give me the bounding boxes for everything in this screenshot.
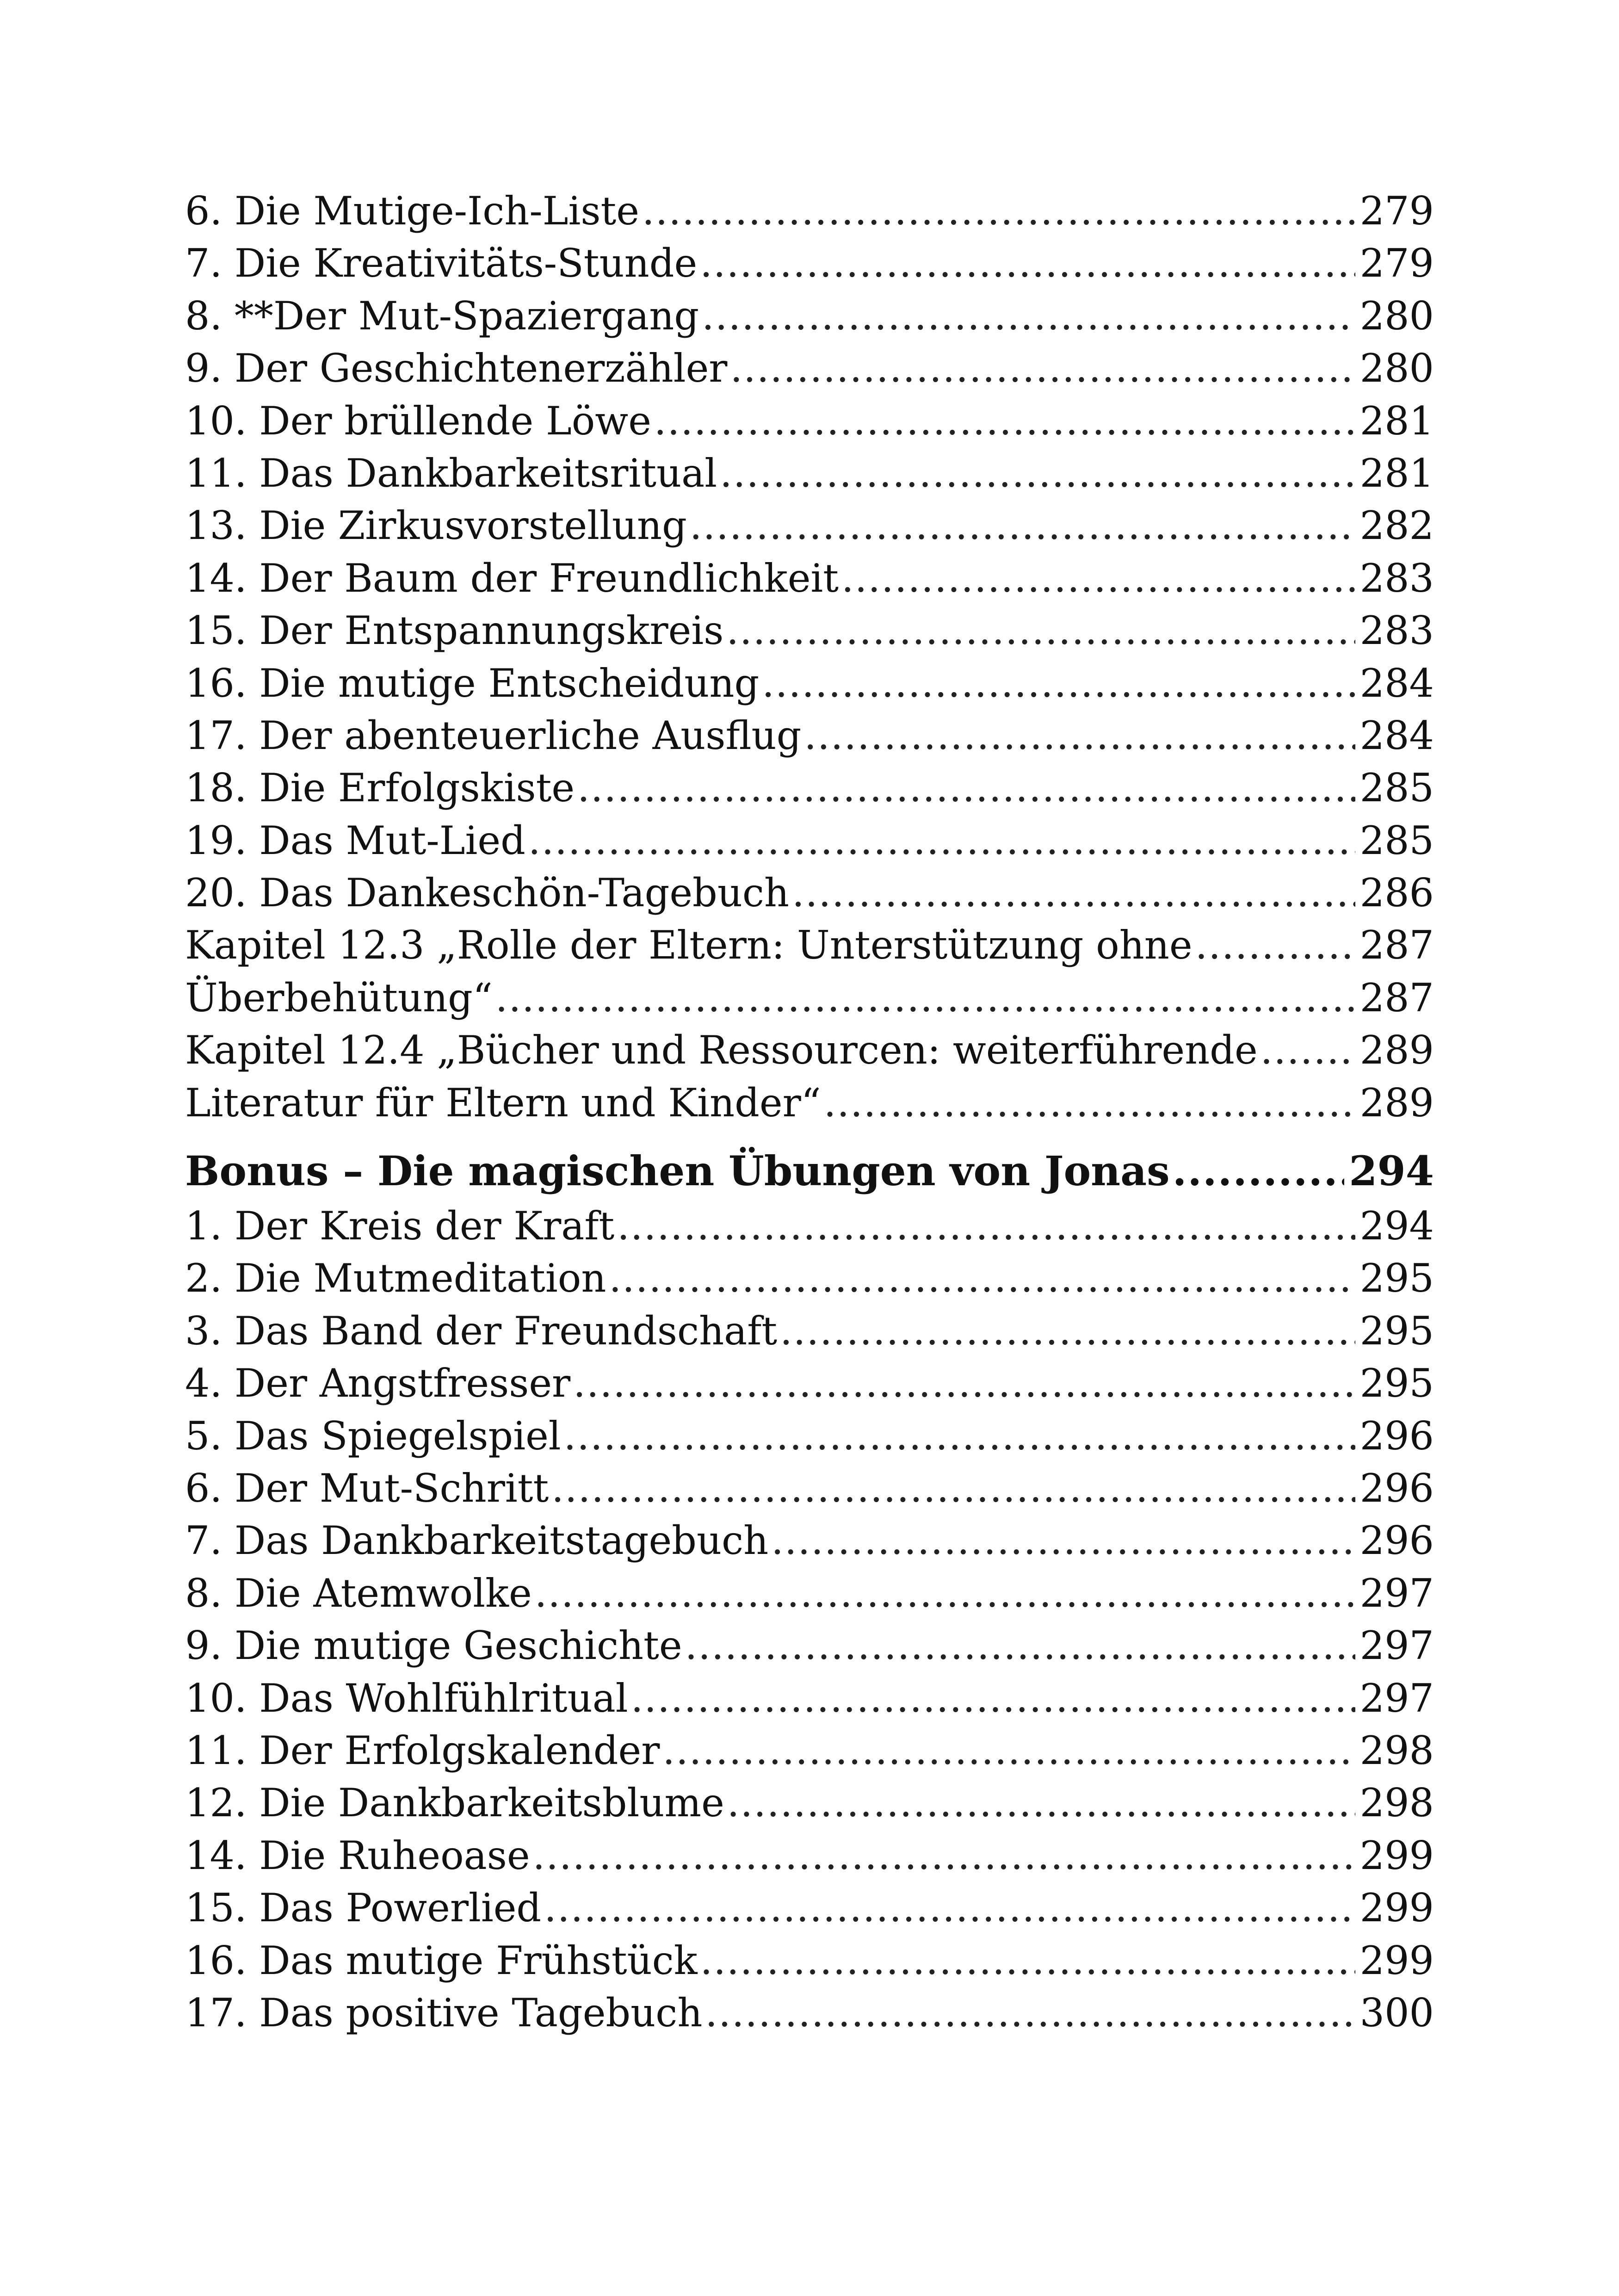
toc-entry-title: 4. Der Angstfresser bbox=[185, 1361, 571, 1406]
dot-leader bbox=[564, 1410, 1355, 1462]
dot-leader bbox=[804, 710, 1355, 762]
toc-entry bbox=[185, 1515, 1434, 1567]
toc-entry-page: 300 bbox=[1359, 1990, 1434, 2036]
toc-entry-title: 17. Das positive Tagebuch bbox=[185, 1990, 703, 2036]
toc-entry bbox=[185, 1830, 1434, 1882]
toc-entry-page: 295 bbox=[1359, 1308, 1434, 1354]
toc-entry-title: 5. Das Spiegelspiel bbox=[185, 1413, 561, 1459]
toc-entry bbox=[185, 815, 1434, 867]
toc-entry-page: 282 bbox=[1359, 503, 1434, 549]
dot-leader bbox=[702, 290, 1355, 342]
toc-entry-title: 18. Die Erfolgskiste bbox=[185, 765, 575, 811]
toc-entry bbox=[185, 1987, 1434, 2039]
toc-entry-title: 11. Das Dankbarkeitsritual bbox=[185, 450, 717, 496]
toc-entry bbox=[185, 919, 1434, 972]
toc-entry bbox=[185, 1200, 1434, 1252]
toc-entry-page: 283 bbox=[1359, 555, 1434, 601]
toc-entry bbox=[185, 867, 1434, 919]
dot-leader bbox=[705, 1987, 1355, 2039]
dot-leader bbox=[720, 447, 1355, 500]
dot-leader bbox=[727, 1777, 1355, 1829]
toc-entry-page: 286 bbox=[1359, 870, 1434, 916]
toc-entry-page: 280 bbox=[1359, 293, 1434, 339]
toc-entry-page: 296 bbox=[1359, 1465, 1434, 1511]
toc-entry-page: 297 bbox=[1359, 1623, 1434, 1669]
toc-entry bbox=[185, 762, 1434, 814]
toc-entry-page: 289 bbox=[1359, 1027, 1434, 1073]
toc-entry-page: 279 bbox=[1359, 241, 1434, 286]
toc-entry-title: 15. Der Entspannungskreis bbox=[185, 608, 724, 654]
toc-entry bbox=[185, 185, 1434, 237]
toc-entry bbox=[185, 710, 1434, 762]
toc-entry-page: 296 bbox=[1359, 1518, 1434, 1564]
toc-entry bbox=[185, 1077, 1434, 1129]
toc-section-heading-page: 294 bbox=[1349, 1147, 1434, 1195]
toc-entry bbox=[185, 972, 1434, 1024]
toc-entry bbox=[185, 1410, 1434, 1462]
toc-entry-page: 285 bbox=[1359, 765, 1434, 811]
toc-section-heading bbox=[185, 1142, 1434, 1200]
toc-entry-title: 20. Das Dankeschön-Tagebuch bbox=[185, 870, 790, 916]
toc-entry-page: 299 bbox=[1359, 1832, 1434, 1878]
toc-entry bbox=[185, 1024, 1434, 1077]
toc-entry-title: 9. Die mutige Geschichte bbox=[185, 1623, 682, 1669]
toc-entry-page: 295 bbox=[1359, 1256, 1434, 1301]
dot-leader bbox=[551, 1462, 1355, 1515]
toc-entry bbox=[185, 237, 1434, 290]
dot-leader bbox=[1261, 1024, 1355, 1077]
toc-entry bbox=[185, 1462, 1434, 1515]
toc-entry-title: 6. Die Mutige-Ich-Liste bbox=[185, 188, 639, 234]
toc-entry-title: 17. Der abenteuerliche Ausflug bbox=[185, 712, 802, 758]
toc-entry-page: 298 bbox=[1359, 1780, 1434, 1826]
toc-entry-title: 1. Der Kreis der Kraft bbox=[185, 1203, 615, 1249]
toc-entry-title: 7. Die Kreativitäts-Stunde bbox=[185, 241, 698, 286]
toc-entry-page: 298 bbox=[1359, 1727, 1434, 1773]
dot-leader bbox=[654, 395, 1355, 447]
toc-entry bbox=[185, 500, 1434, 552]
toc-entry-page: 287 bbox=[1359, 975, 1434, 1021]
dot-leader bbox=[495, 972, 1355, 1024]
dot-leader bbox=[824, 1077, 1355, 1129]
toc-entry-title: Überbehütung“ bbox=[185, 975, 493, 1021]
toc-entry-title: 9. Der Geschichtenerzähler bbox=[185, 346, 728, 391]
toc-entry bbox=[185, 1882, 1434, 1934]
toc-entry-title: 8. **Der Mut-Spaziergang bbox=[185, 293, 699, 339]
dot-leader bbox=[662, 1725, 1355, 1777]
dot-leader bbox=[792, 867, 1355, 919]
toc-entry-title: 15. Das Powerlied bbox=[185, 1885, 542, 1931]
toc-entry-title: 16. Die mutige Entscheidung bbox=[185, 660, 760, 706]
dot-leader bbox=[700, 237, 1355, 290]
toc-entry-page: 294 bbox=[1359, 1203, 1434, 1249]
toc-entry bbox=[185, 1620, 1434, 1672]
toc-entry-page: 299 bbox=[1359, 1937, 1434, 1983]
toc-entry-title: 19. Das Mut-Lied bbox=[185, 817, 525, 863]
toc-entry-title: Literatur für Eltern und Kinder“ bbox=[185, 1080, 821, 1126]
toc-entry-page: 279 bbox=[1359, 188, 1434, 234]
toc-entry-title: 12. Die Dankbarkeitsblume bbox=[185, 1780, 724, 1826]
dot-leader bbox=[730, 342, 1355, 395]
dot-leader bbox=[780, 1305, 1355, 1357]
toc-entry-title: 8. Die Atemwolke bbox=[185, 1570, 532, 1616]
toc-entry-title: 10. Das Wohlfühlritual bbox=[185, 1675, 628, 1721]
dot-leader bbox=[577, 762, 1355, 814]
dot-leader bbox=[631, 1672, 1355, 1725]
toc-entry-title: 11. Der Erfolgskalender bbox=[185, 1727, 660, 1773]
dot-leader bbox=[1195, 919, 1355, 972]
toc-entry bbox=[185, 1305, 1434, 1357]
toc-entry bbox=[185, 1777, 1434, 1829]
toc-entry bbox=[185, 1672, 1434, 1725]
toc-entry-page: 296 bbox=[1359, 1413, 1434, 1459]
toc-entry-title: 16. Das mutige Frühstück bbox=[185, 1937, 698, 1983]
toc-entry-title: 3. Das Band der Freundschaft bbox=[185, 1308, 778, 1354]
toc-section-heading-title: Bonus – Die magischen Übungen von Jonas bbox=[185, 1147, 1170, 1195]
toc-entry-title: 6. Der Mut-Schritt bbox=[185, 1465, 549, 1511]
toc-entry-page: 295 bbox=[1359, 1361, 1434, 1406]
toc-entry bbox=[185, 447, 1434, 500]
dot-leader bbox=[771, 1515, 1355, 1567]
toc-entry-page: 283 bbox=[1359, 608, 1434, 654]
toc-entry-page: 281 bbox=[1359, 398, 1434, 444]
toc-entry-page: 297 bbox=[1359, 1675, 1434, 1721]
toc-entry-title: 2. Die Mutmeditation bbox=[185, 1256, 606, 1301]
toc-entry-page: 289 bbox=[1359, 1080, 1434, 1126]
table-of-contents bbox=[185, 185, 1434, 2039]
toc-entry bbox=[185, 1567, 1434, 1620]
dot-leader bbox=[700, 1935, 1355, 1987]
toc-entry bbox=[185, 1725, 1434, 1777]
dot-leader bbox=[841, 552, 1355, 605]
dot-leader bbox=[685, 1620, 1355, 1672]
dot-leader bbox=[690, 500, 1355, 552]
toc-entry-page: 284 bbox=[1359, 712, 1434, 758]
toc-entry bbox=[185, 1935, 1434, 1987]
dot-leader bbox=[726, 605, 1355, 657]
toc-entry-title: Kapitel 12.3 „Rolle der Eltern: Unterstützung ohne bbox=[185, 922, 1193, 968]
toc-entry-title: 7. Das Dankbarkeitstagebuch bbox=[185, 1518, 769, 1564]
toc-entry bbox=[185, 342, 1434, 395]
toc-entry-page: 284 bbox=[1359, 660, 1434, 706]
toc-entry-title: 13. Die Zirkusvorstellung bbox=[185, 503, 687, 549]
dot-leader bbox=[642, 185, 1355, 237]
toc-entry-page: 281 bbox=[1359, 450, 1434, 496]
toc-entry bbox=[185, 1357, 1434, 1410]
toc-entry-page: 287 bbox=[1359, 922, 1434, 968]
dot-leader bbox=[544, 1882, 1355, 1934]
dot-leader bbox=[1173, 1142, 1345, 1200]
toc-entry-page: 280 bbox=[1359, 346, 1434, 391]
toc-entry-page: 299 bbox=[1359, 1885, 1434, 1931]
dot-leader bbox=[528, 815, 1355, 867]
toc-entry-title: 14. Die Ruheoase bbox=[185, 1832, 530, 1878]
toc-entry bbox=[185, 395, 1434, 447]
toc-entry bbox=[185, 605, 1434, 657]
toc-entry-page: 297 bbox=[1359, 1570, 1434, 1616]
toc-entry bbox=[185, 290, 1434, 342]
toc-entry bbox=[185, 657, 1434, 710]
toc-entry-title: Kapitel 12.4 „Bücher und Ressourcen: weiterführende bbox=[185, 1027, 1258, 1073]
dot-leader bbox=[533, 1830, 1355, 1882]
toc-entry bbox=[185, 552, 1434, 605]
dot-leader bbox=[617, 1200, 1355, 1252]
dot-leader bbox=[762, 657, 1355, 710]
toc-entry-title: 10. Der brüllende Löwe bbox=[185, 398, 651, 444]
toc-entry bbox=[185, 1252, 1434, 1305]
dot-leader bbox=[573, 1357, 1355, 1410]
toc-entry-title: 14. Der Baum der Freundlichkeit bbox=[185, 555, 839, 601]
dot-leader bbox=[609, 1252, 1355, 1305]
toc-entry-page: 285 bbox=[1359, 817, 1434, 863]
dot-leader bbox=[535, 1567, 1355, 1620]
